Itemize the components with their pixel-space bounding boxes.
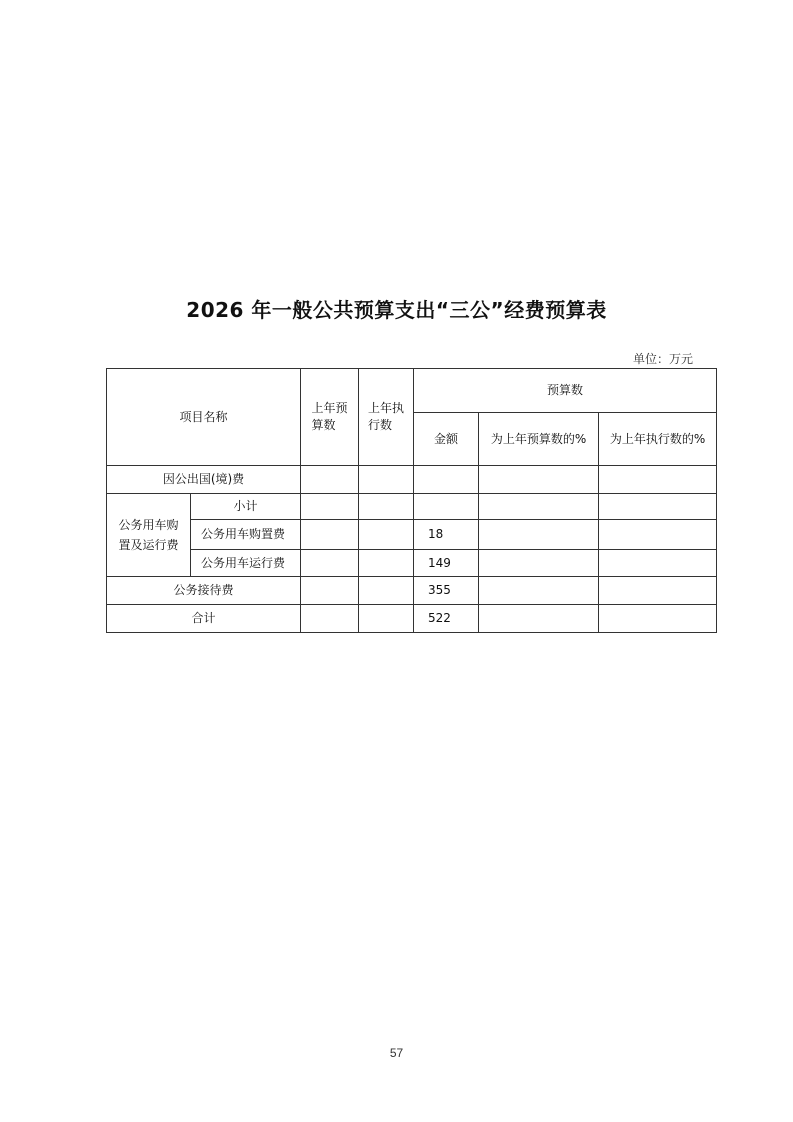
budget-table (106, 368, 717, 633)
table-row (107, 577, 717, 605)
page-number: 57 (389, 1046, 404, 1060)
header-last-year-exec-text: 上年执行数 (368, 401, 405, 432)
table-row (107, 494, 717, 520)
cell-empty (599, 494, 717, 520)
cell-empty (359, 550, 414, 577)
cell-empty (479, 494, 599, 520)
table-row (107, 605, 717, 633)
header-budget-group: 预算数 (414, 369, 717, 413)
cell-empty (479, 520, 599, 550)
table-header-row (107, 369, 717, 413)
cell-amount: 522 (414, 605, 479, 633)
cell-empty (479, 605, 599, 633)
page-title: 2026 年一般公共预算支出“三公”经费预算表 (186, 298, 607, 322)
header-item-name: 项目名称 (107, 369, 301, 466)
header-pct-exec: 为上年执行数的% (599, 413, 717, 466)
row-group-vehicle (107, 494, 191, 577)
unit-label: 单位：万元 (632, 352, 693, 366)
cell-empty (599, 577, 717, 605)
header-last-year-budget (301, 369, 359, 466)
cell-empty (301, 550, 359, 577)
cell-amount: 355 (414, 577, 479, 605)
cell-amount (414, 466, 479, 494)
table-row (107, 520, 717, 550)
table-row (107, 466, 717, 494)
table-row (107, 550, 717, 577)
cell-empty (359, 605, 414, 633)
row-label-travel-abroad: 因公出国(境)费 (107, 466, 301, 494)
header-last-year-exec (359, 369, 414, 466)
cell-empty (599, 550, 717, 577)
cell-empty (479, 550, 599, 577)
cell-empty (301, 577, 359, 605)
cell-empty (359, 466, 414, 494)
row-label-total: 合计 (107, 605, 301, 633)
header-amount: 金额 (414, 413, 479, 466)
cell-empty (301, 605, 359, 633)
cell-empty (479, 577, 599, 605)
header-pct-budget: 为上年预算数的% (479, 413, 599, 466)
cell-empty (479, 466, 599, 494)
row-label-vehicle-purchase: 公务用车购置费 (191, 520, 301, 550)
header-last-year-budget-text: 上年预算数 (311, 401, 348, 432)
cell-amount: 18 (414, 520, 479, 550)
cell-amount (414, 494, 479, 520)
row-group-vehicle-text: 公务用车购置及运行费 (118, 518, 179, 552)
cell-empty (599, 520, 717, 550)
cell-empty (359, 577, 414, 605)
cell-amount: 149 (414, 550, 479, 577)
cell-empty (359, 520, 414, 550)
cell-empty (599, 605, 717, 633)
row-label-vehicle-operation: 公务用车运行费 (191, 550, 301, 577)
row-label-vehicle-subtotal: 小计 (191, 494, 301, 520)
cell-empty (301, 520, 359, 550)
cell-empty (301, 494, 359, 520)
cell-empty (359, 494, 414, 520)
row-label-reception: 公务接待费 (107, 577, 301, 605)
cell-empty (599, 466, 717, 494)
cell-empty (301, 466, 359, 494)
